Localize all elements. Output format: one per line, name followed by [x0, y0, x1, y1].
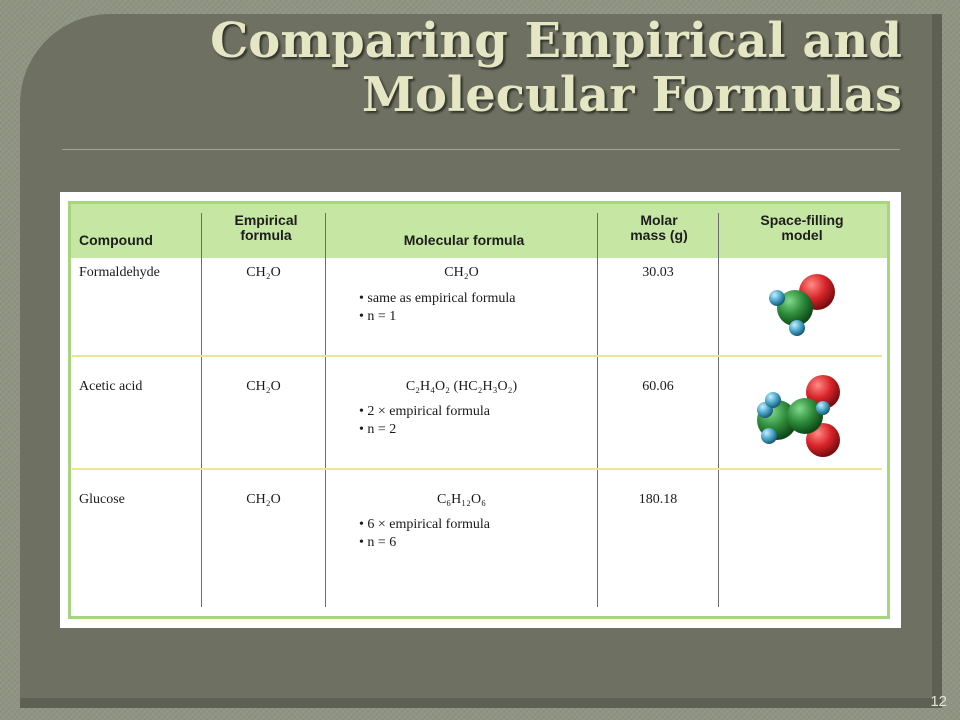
- molar-mass: 180.18: [638, 492, 678, 507]
- header-molar-line2: mass (g): [630, 227, 688, 243]
- molar-mass: 30.03: [642, 265, 674, 280]
- header-molecular-formula: Molecular formula: [403, 232, 525, 248]
- header-molar-mass: [599, 213, 719, 243]
- header-empirical-formula: [206, 213, 326, 243]
- table-header: [71, 204, 887, 258]
- header-model-line2: model: [781, 227, 823, 243]
- formula-notes: [359, 403, 490, 439]
- empirical-formula: CH₂O: [246, 265, 281, 280]
- empirical-formula: CH₂O: [246, 379, 281, 394]
- formula-notes: [359, 516, 490, 552]
- formula-notes: [359, 290, 516, 326]
- row-divider: [72, 468, 882, 470]
- formula-table: [68, 201, 890, 619]
- note-item: • n = 2: [359, 421, 490, 439]
- header-molar-line1: Molar: [640, 212, 678, 228]
- compound-name: Formaldehyde: [79, 265, 160, 280]
- formaldehyde-model-image: [761, 270, 841, 340]
- compound-name: Glucose: [79, 492, 125, 507]
- title-underline: [62, 149, 900, 150]
- page-number: 12: [930, 693, 947, 710]
- note-item: • 2 × empirical formula: [359, 403, 490, 421]
- header-compound: Compound: [79, 232, 153, 248]
- empirical-formula: CH₂O: [246, 492, 281, 507]
- title-line-2: Molecular Formulas: [361, 67, 902, 123]
- note-item: • n = 6: [359, 534, 490, 552]
- header-space-filling-model: [721, 213, 883, 243]
- formula-comparison-figure: [60, 192, 901, 628]
- header-empirical-line1: Empirical: [234, 212, 298, 228]
- molecular-formula: C₂H₄O₂ (HC₂H₃O₂): [405, 379, 518, 394]
- molar-mass: 60.06: [642, 379, 674, 394]
- column-divider: [718, 213, 719, 607]
- slide-title: [82, 14, 902, 122]
- acetic-acid-model-image: [751, 374, 846, 466]
- title-line-1: Comparing Empirical and: [210, 13, 902, 69]
- header-empirical-line2: formula: [240, 227, 292, 243]
- note-item: • n = 1: [359, 308, 516, 326]
- row-divider: [72, 355, 882, 357]
- molecular-formula: C₆H₁₂O₆: [436, 492, 487, 507]
- note-item: • same as empirical formula: [359, 290, 516, 308]
- note-item: • 6 × empirical formula: [359, 516, 490, 534]
- molecular-formula: CH₂O: [444, 265, 479, 280]
- compound-name: Acetic acid: [79, 379, 143, 394]
- header-model-line1: Space-filling: [760, 212, 844, 228]
